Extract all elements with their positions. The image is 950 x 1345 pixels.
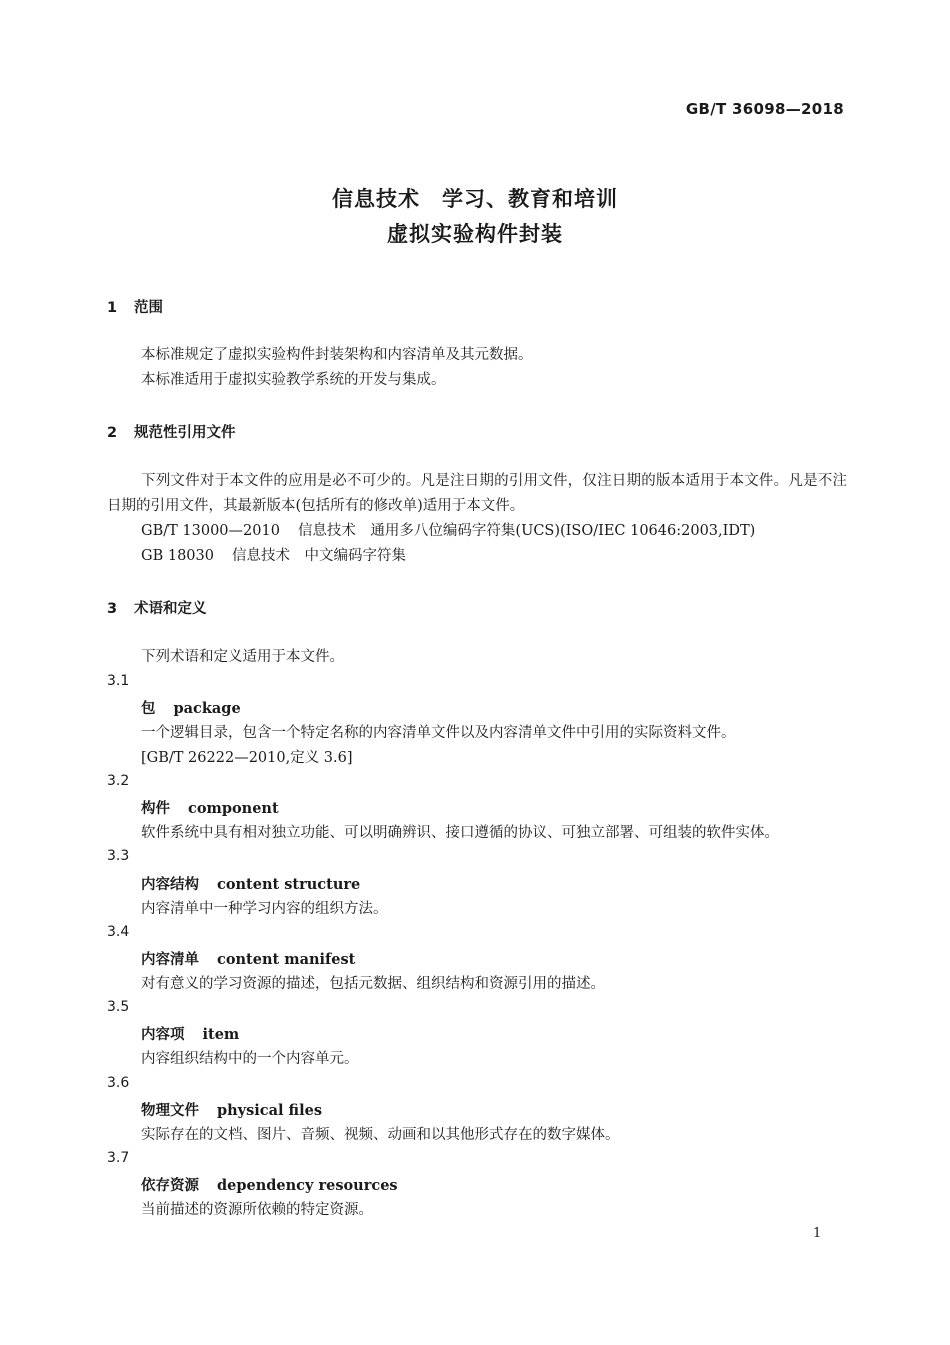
page-number: 1 <box>813 1226 822 1241</box>
term-definition: 当前描述的资源所依赖的特定资源。 <box>141 1202 373 1218</box>
section-number: 1 <box>107 300 118 316</box>
term-heading <box>141 1174 398 1195</box>
term-definition: 内容组织结构中的一个内容单元。 <box>141 1051 359 1067</box>
section-title: 范围 <box>134 300 163 316</box>
section-heading-terms-definitions <box>107 597 207 618</box>
section-title: 规范性引用文件 <box>134 425 236 441</box>
section-title: 术语和定义 <box>134 601 207 617</box>
term-source: [GB/T 26222—2010,定义 3.6] <box>141 750 353 766</box>
paragraph: 下列术语和定义适用于本文件。 <box>141 649 344 665</box>
term-definition: 实际存在的文档、图片、音频、视频、动画和以其他形式存在的数字媒体。 <box>141 1127 620 1143</box>
term-en: dependency resources <box>217 1177 398 1194</box>
term-en: content manifest <box>217 951 356 968</box>
term-zh: 内容清单 <box>141 951 199 968</box>
paragraph: 下列文件对于本文件的应用是必不可少的。凡是注日期的引用文件，仅注日期的版本适用于本文件。凡是不注日期的引用文件，其最新版本(包括所有的修改单)适用于本文件。 <box>107 473 847 514</box>
term-definition: 软件系统中具有相对独立功能、可以明确辨识、接口遵循的协议、可独立部署、可组装的软件实体。 <box>141 825 779 841</box>
term-zh: 物理文件 <box>141 1102 199 1119</box>
term-zh: 构件 <box>141 800 170 817</box>
section-number: 2 <box>107 425 118 441</box>
term-number: 3.3 <box>107 848 130 864</box>
document-title-line2: 虚拟实验构件封装 <box>387 222 563 246</box>
term-en: item <box>202 1026 240 1043</box>
reference-title: 信息技术 中文编码字符集 <box>231 548 406 564</box>
section-heading-scope <box>107 296 163 317</box>
term-zh: 内容项 <box>141 1026 185 1043</box>
term-number: 3.5 <box>107 999 130 1015</box>
standard-code: GB/T 36098—2018 <box>685 100 844 118</box>
term-heading <box>141 1023 239 1044</box>
term-definition: 对有意义的学习资源的描述，包括元数据、组织结构和资源引用的描述。 <box>141 976 605 992</box>
term-number: 3.4 <box>107 924 130 940</box>
section-heading-normative-references <box>107 421 236 442</box>
term-heading <box>141 797 279 818</box>
term-number: 3.7 <box>107 1150 130 1166</box>
document-title-line1: 信息技术 学习、教育和培训 <box>332 187 618 211</box>
term-heading <box>141 697 241 718</box>
term-zh: 包 <box>141 700 156 717</box>
term-en: component <box>188 800 279 817</box>
reference-code: GB 18030 <box>141 548 214 564</box>
term-en: package <box>173 700 241 717</box>
reference-item <box>141 544 406 569</box>
term-zh: 内容结构 <box>141 876 199 893</box>
reference-item <box>141 519 755 544</box>
reference-title: 信息技术 通用多八位编码字符集(UCS)(ISO/IEC 10646:2003,IDT) <box>297 523 756 539</box>
term-heading <box>141 948 355 969</box>
term-heading <box>141 1099 322 1120</box>
term-heading <box>141 873 360 894</box>
term-number: 3.6 <box>107 1075 130 1091</box>
term-definition: 一个逻辑目录，包含一个特定名称的内容清单文件以及内容清单文件中引用的实际资料文件。 <box>141 725 736 741</box>
paragraph: 本标准规定了虚拟实验构件封装架构和内容清单及其元数据。 <box>141 347 533 363</box>
term-number: 3.2 <box>107 773 130 789</box>
section-number: 3 <box>107 601 118 617</box>
term-en: content structure <box>217 876 361 893</box>
paragraph: 本标准适用于虚拟实验教学系统的开发与集成。 <box>141 372 446 388</box>
term-en: physical files <box>217 1102 322 1119</box>
term-number: 3.1 <box>107 673 130 689</box>
reference-code: GB/T 13000—2010 <box>141 523 280 539</box>
term-definition: 内容清单中一种学习内容的组织方法。 <box>141 901 388 917</box>
term-zh: 依存资源 <box>141 1177 199 1194</box>
